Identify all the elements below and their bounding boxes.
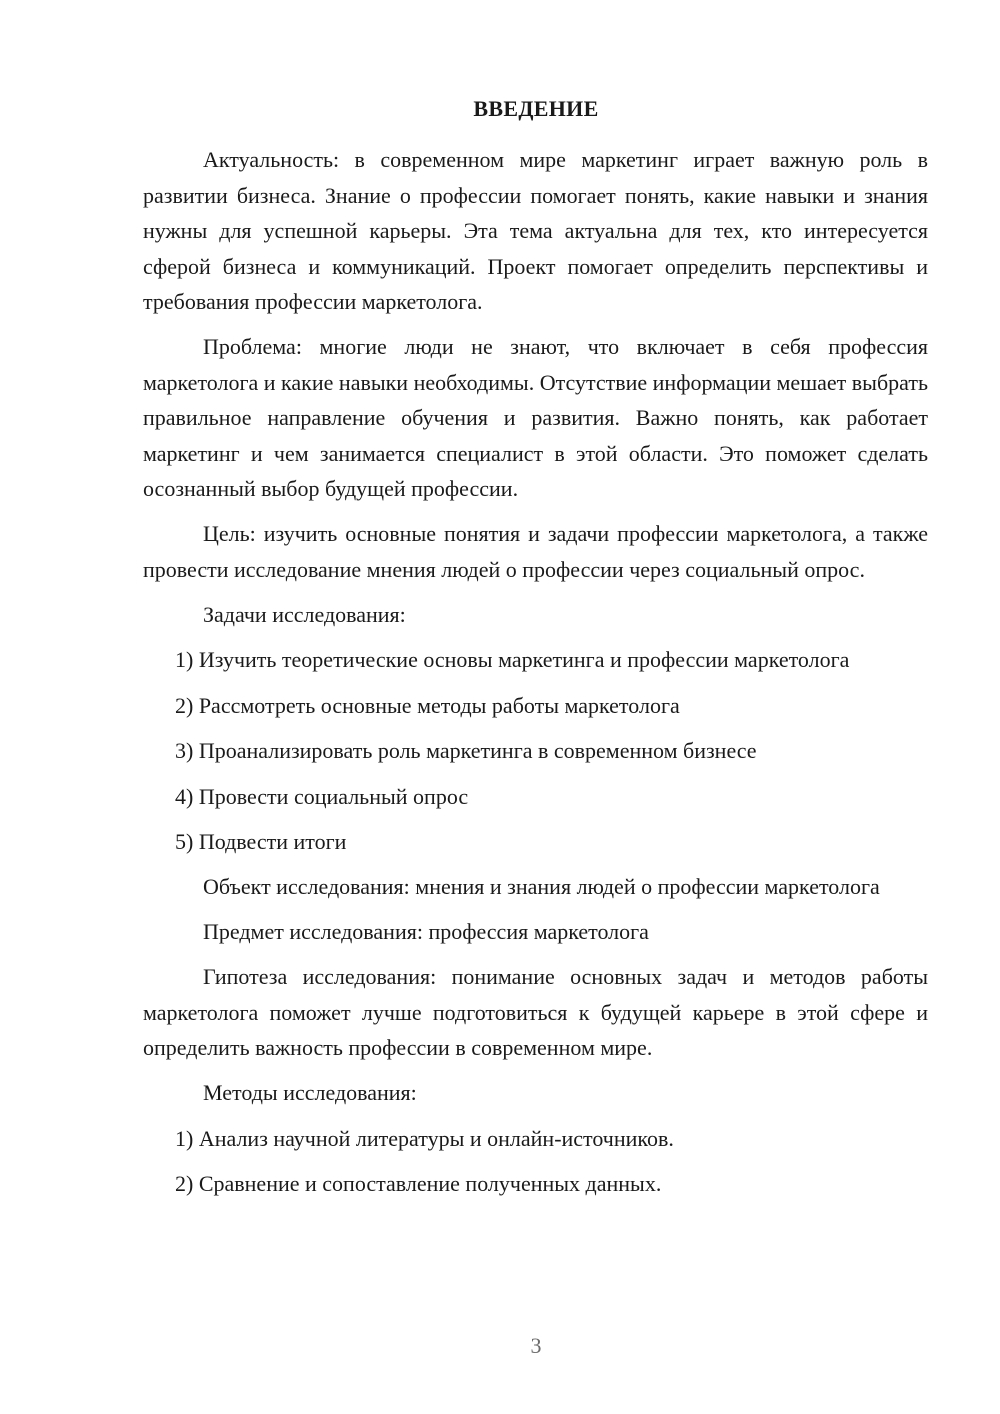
task-item-4: 4) Провести социальный опрос bbox=[175, 783, 469, 809]
paragraph-goal: Цель: изучить основные понятия и задачи профессии маркетолога, а также провести исследование мнения людей о профессии через социальный опрос. bbox=[143, 521, 928, 582]
paragraph-hypothesis: Гипотеза исследования: понимание основных задач и методов работы маркетолога поможет лучше подготовиться к будущей карьере в этой сфере и определить важность профессии в современном мире. bbox=[143, 964, 928, 1060]
page-title: ВВЕДЕНИЕ bbox=[473, 96, 599, 121]
paragraph-relevance: Актуальность: в современном мире маркетинг играет важную роль в развитии бизнеса. Знание о профессии помогает понять, какие навыки и знания нужны для успешной карьеры. Эта тема актуальна для тех, кто интересуется сферой бизнеса и коммуникаций. Проект помогает определить перспективы и требования профессии маркетолога. bbox=[143, 147, 928, 314]
paragraph-problem: Проблема: многие люди не знают, что включает в себя профессия маркетолога и какие навыки необходимы. Отсутствие информации мешает выбрать правильное направление обучения и развития. Важно понять, как работает маркетинг и чем занимается специалист в этой области. Это поможет сделать осознанный выбор будущей профессии. bbox=[143, 334, 928, 501]
methods-heading: Методы исследования: bbox=[203, 1080, 417, 1105]
document-body bbox=[143, 142, 928, 1202]
paragraph-subject: Предмет исследования: профессия маркетолога bbox=[203, 919, 649, 944]
tasks-heading: Задачи исследования: bbox=[203, 601, 406, 627]
task-item-2: 2) Рассмотреть основные методы работы маркетолога bbox=[175, 692, 680, 718]
paragraph-object: Объект исследования: мнения и знания людей о профессии маркетолога bbox=[203, 874, 880, 899]
method-item-1: 1) Анализ научной литературы и онлайн-источников. bbox=[175, 1125, 674, 1151]
task-item-3: 3) Проанализировать роль маркетинга в современном бизнесе bbox=[175, 738, 757, 763]
task-item-5: 5) Подвести итоги bbox=[175, 829, 347, 854]
page-number: 3 bbox=[530, 1333, 542, 1358]
method-item-2: 2) Сравнение и сопоставление полученных данных. bbox=[175, 1171, 662, 1196]
task-item-1: 1) Изучить теоретические основы маркетинга и профессии маркетолога bbox=[175, 647, 850, 672]
